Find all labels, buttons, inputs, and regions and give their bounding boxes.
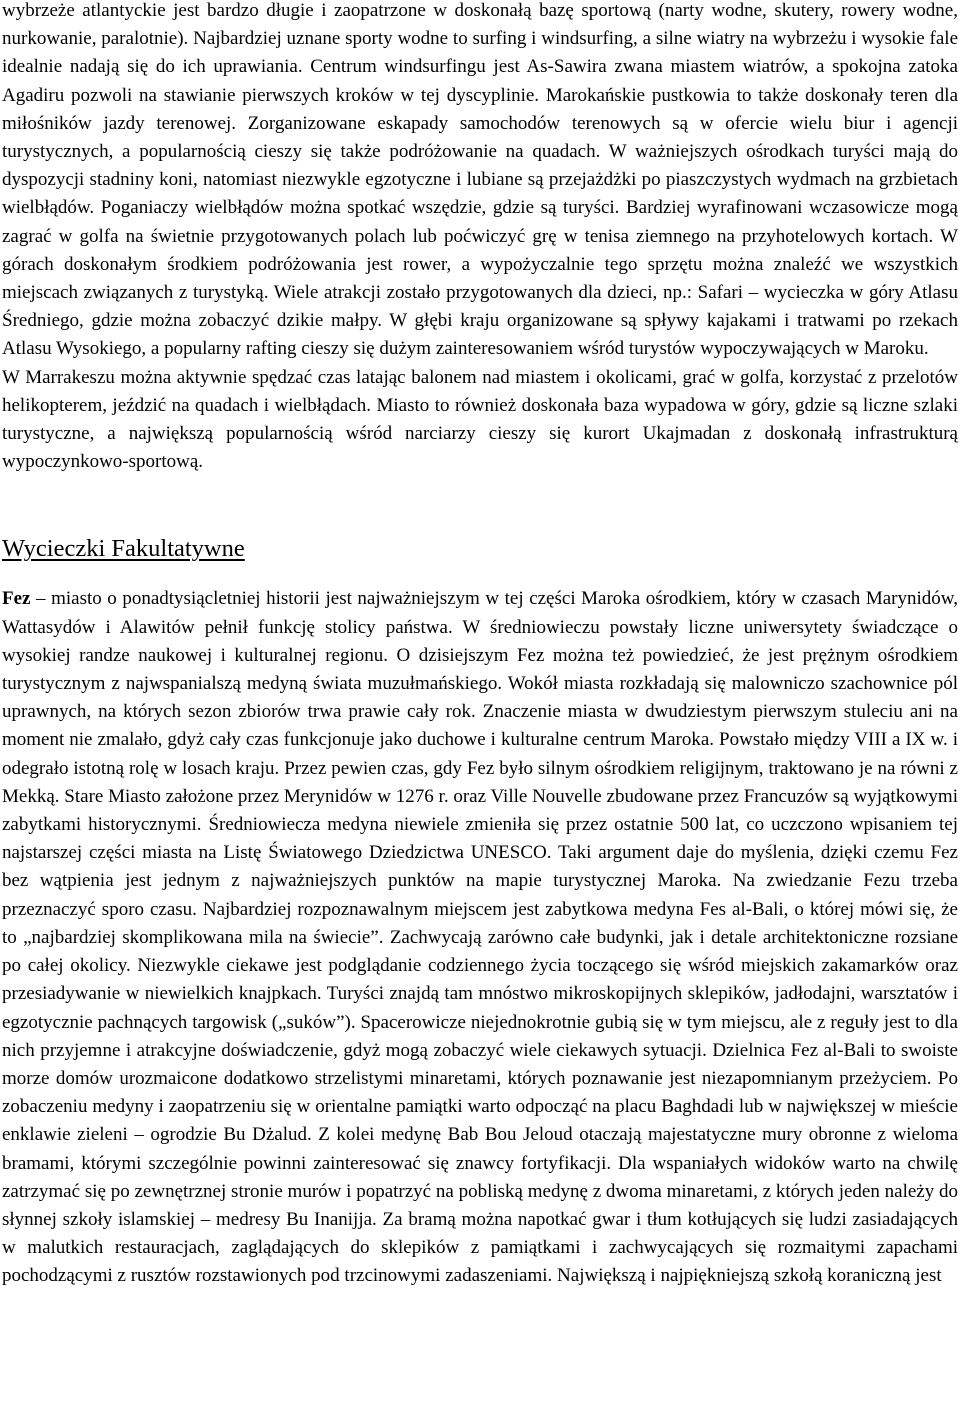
fez-lead-term: Fez xyxy=(2,588,31,610)
fez-paragraph xyxy=(2,585,958,1290)
sports-paragraph: wybrzeże atlantyckie jest bardzo długie i zaopatrzone w doskonałą bazę sportową (narty wodne, skutery, rowery wodne, nurkowanie, paralotnie). Najbardziej uznane sporty wodne to surfing i windsurfing, a silne wiatry na wybrzeżu i wysokie fale idealnie nadają się do ich uprawiania. Centrum windsurfingu jest As-Sawira zwana miastem wiatrów, a spokojna zatoka Agadiru pozwoli na stawianie pierwszych kroków w tej dyscyplinie. Marokańskie pustkowia to także doskonały teren dla miłośników jazdy terenowej. Zorganizowane eskapady samochodów terenowych są w ofercie wielu biur i agencji turystycznych, a popularnością cieszy się także podróżowanie na quadach. W ważniejszych ośrodkach turyści mają do dyspozycji stadniny koni, natomiast niezwykle egzotyczne i lubiane są przejażdżki po piaszczystych wydmach na grzbietach wielbłądów. Poganiaczy wielbłądów można spotkać wszędzie, gdzie są turyści. Bardziej wyrafinowani wczasowicze mogą zagrać w golfa na świetnie przygotowanych polach lub poćwiczyć grę w tenisa ziemnego na przyhotelowych kortach. W górach doskonałym środkiem podróżowania jest rower, a wypożyczalnie tego sprzętu można znaleźć we wszystkich miejscach związanych z turystyką. Wiele atrakcji zostało przygotowanych dla dzieci, np.: Safari – wycieczka w góry Atlasu Średniego, gdzie można zobaczyć dzikie małpy. W głębi kraju organizowane są spływy kajakami i tratwami po rzekach Atlasu Wysokiego, a popularny rafting cieszy się dużym zainteresowaniem wśród turystów wypoczywających w Maroku. xyxy=(2,0,958,360)
marrakesh-paragraph: W Marrakeszu można aktywnie spędzać czas latając balonem nad miastem i okolicami, grać w golfa, korzystać z przelotów helikopterem, jeździć na quadach i wielbłądach. Miasto to również doskonała baza wypadowa w góry, gdzie są liczne szlaki turystyczne, a największą popularnością wśród narciarzy cieszy się kurort Ukajmadan z doskonałą infrastrukturą wypoczynkowo-sportową. xyxy=(2,366,958,473)
section-heading: Wycieczki Fakultatywne xyxy=(2,535,245,563)
fez-body-text: – miasto o ponadtysiącletniej historii jest najważniejszym w tej części Maroka ośrodkiem, który w czasach Marynidów, Wattasydów i Alawitów pełnił funkcję stolicy państwa. W średniowieczu powstały liczne uniwersytety świadczące o wysokiej randze naukowej i kulturalnej regionu. O dzisiejszym Fez można też powiedzieć, że jest prężnym ośrodkiem turystycznym z najwspanialszą medyną świata muzułmańskiego. Wokół miasta rozkładają się malowniczo szachownice pól uprawnych, na których sezon zbiorów trwa prawie cały rok. Znaczenie miasta w dwudziestym pierwszym stuleciu ani na moment nie zmalało, gdyż cały czas funkcjonuje jako duchowe i kulturalne centrum Maroka. Powstało między VIII a IX w. i odegrało istotną rolę w losach kraju. Przez pewien czas, gdy Fez było silnym ośrodkiem religijnym, traktowano je na równi z Mekką. Stare Miasto założone przez Merynidów w 1276 r. oraz Ville Nouvelle zbudowane przez Francuzów są wyjątkowymi zabytkami historycznymi. Średniowiecza medyna niewiele zmieniła się przez ostatnie 500 lat, co uczczono wpisaniem tej najstarszej części miasta na Listę Światowego Dziedzictwa UNESCO. Taki argument daje do myślenia, dzięki czemu Fez bez wątpienia jest jednym z najważniejszych punktów na mapie turystycznej Maroka. Na zwiedzanie Fezu trzeba przeznaczyć sporo czasu. Najbardziej rozpoznawalnym miejscem jest zabytkowa medyna Fes al-Bali, o której mówi się, że to „najbardziej skomplikowana mila na świecie”. Zachwycają zarówno całe budynki, jak i detale architektoniczne rozsiane po całej okolicy. Niezwykle ciekawe jest podglądanie codziennego życia toczącego się wśród miejskich zakamarków oraz przesiadywanie w niewielkich knajpkach. Turyści znajdą tam mnóstwo mikroskopijnych sklepików, jadłodajni, warsztatów i egzotycznie pachnących targowisk („suków”). Spacerowicze niejednokrotnie gubią się w tym miejscu, ale z reguły jest to dla nich przyjemne i atrakcyjne doświadczenie, gdyż mogą zobaczyć wiele ciekawych sytuacji. Dzielnica Fez al-Bali to swoiste morze domów urozmaicone dodatkowo strzelistymi minaretami, których poznawanie jest niezapomnianym przeżyciem. Po zobaczeniu medyny i zaopatrzeniu się w orientalne pamiątki warto odpocząć na placu Baghdadi lub w największej w mieście enklawie zieleni – ogrodzie Bu Dżalud. Z kolei medynę Bab Bou Jeloud otaczają majestatyczne mury obronne z wieloma bramami, którymi szczególnie powinni zainteresować się znawcy fortyfikacji. Dla wspaniałych widoków warto na chwilę zatrzymać się po zewnętrznej stronie murów i popatrzyć na pobliską medynę z dwoma minaretami, z których jeden należy do słynnej szkoły islamskiej – medresy Bu Inanijja. Za bramą można napotkać gwar i tłum kotłujących się ludzi zasiadających w malutkich restauracjach, zaglądających do sklepików z pamiątkami i zachwycających się rozmaitymi zapachami pochodzącymi z rusztów rozstawionych pod trzcinowymi zadaszeniami. Największą i najpiękniejszą szkołą koraniczną jest xyxy=(2,588,958,1287)
